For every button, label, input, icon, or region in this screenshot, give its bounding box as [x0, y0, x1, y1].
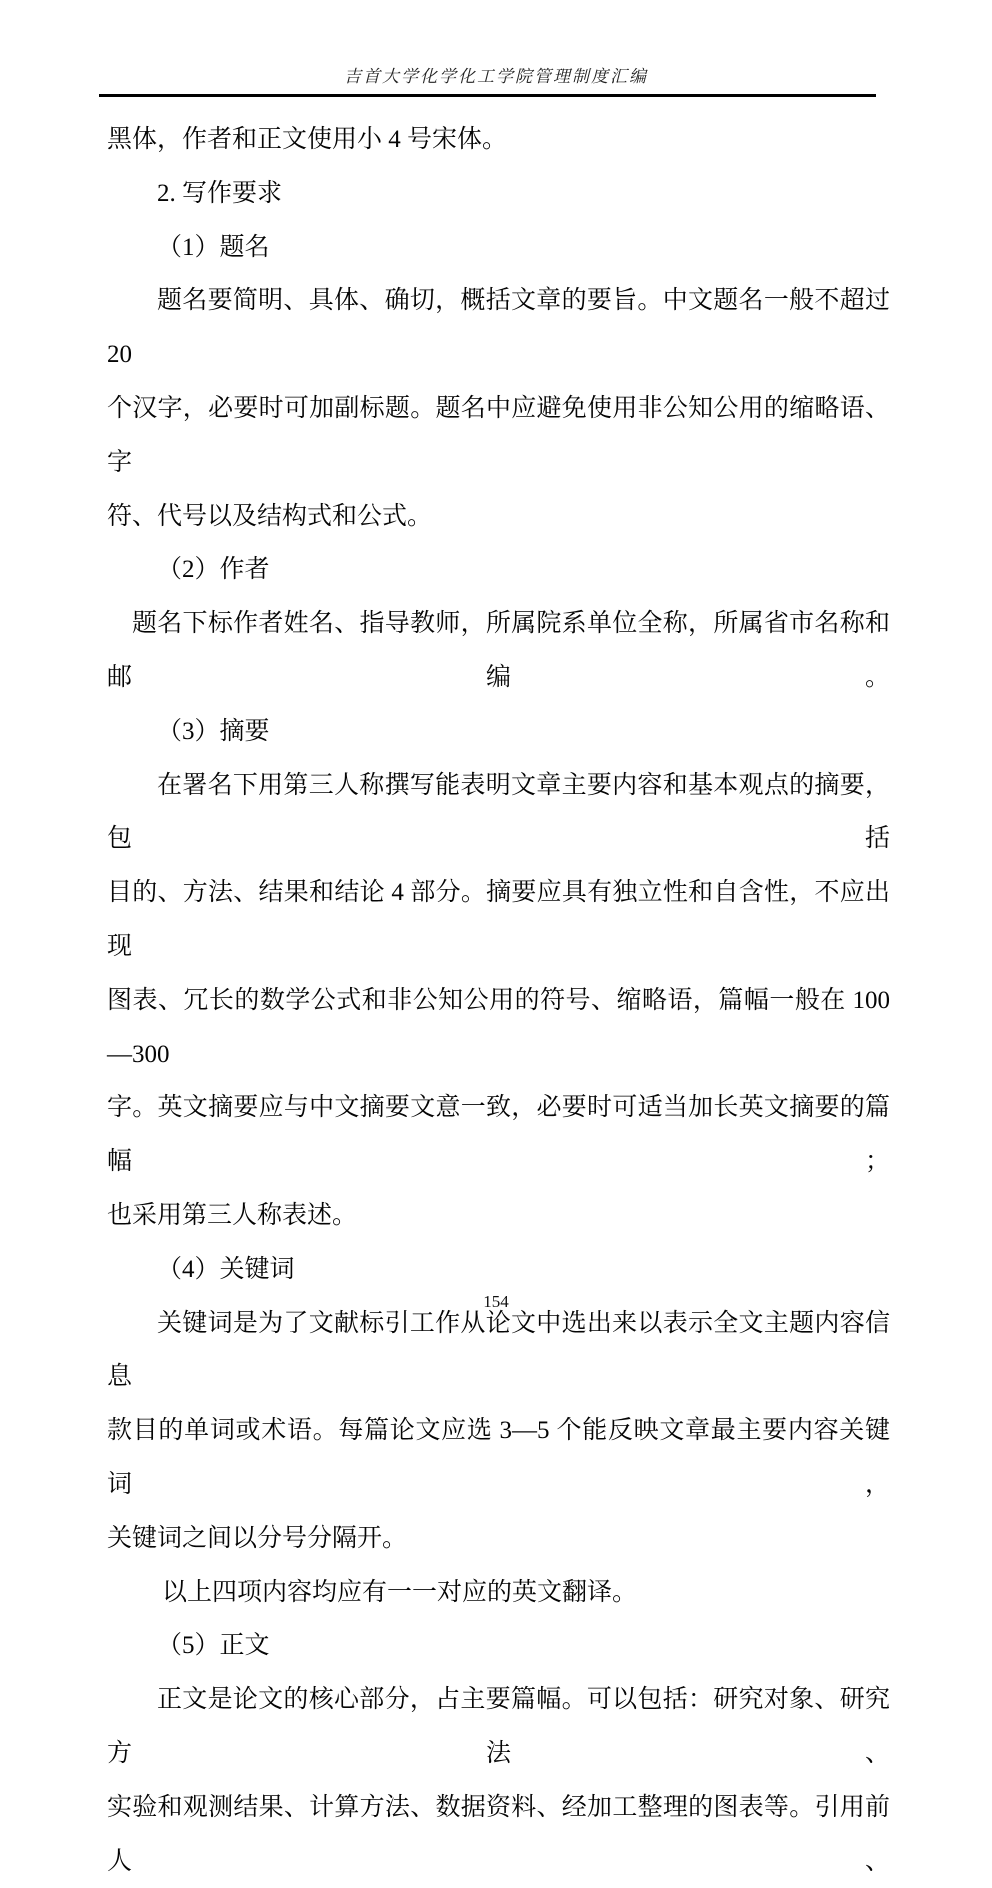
- text-line: 图表、冗长的数学公式和非公知公用的符号、缩略语，篇幅一般在 100—300: [107, 986, 890, 1068]
- text-line: （5）正文: [157, 1632, 270, 1660]
- text-line: 正文是论文的核心部分，占主要篇幅。可以包括：研究对象、研究方法、: [107, 1686, 890, 1767]
- text-line: 在署名下用第三人称撰写能表明文章主要内容和基本观点的摘要，包括: [107, 771, 890, 853]
- text-line: 目的、方法、结果和结论 4 部分。摘要应具有独立性和自含性，不应出现: [107, 879, 890, 960]
- text-line: 字。英文摘要应与中文摘要文意一致，必要时可适当加长英文摘要的篇幅；: [107, 1094, 890, 1176]
- text-line: （2）作者: [157, 556, 270, 584]
- text-line: 关键词之间以分号分隔开。: [107, 1524, 408, 1552]
- text-line: 关键词是为了文献标引工作从论文中选出来以表示全文主题内容信息: [107, 1309, 890, 1391]
- page-header-title: 吉首大学化学化工学院管理制度汇编: [344, 67, 648, 86]
- text-line: 也采用第三人称表述。: [107, 1201, 358, 1229]
- body-lines: [107, 113, 890, 1888]
- text-line: 个汉字，必要时可加副标题。题名中应避免使用非公知公用的缩略语、字: [107, 394, 890, 476]
- header-rule: [99, 94, 876, 97]
- text-line: 款目的单词或术语。每篇论文应选 3—5 个能反映文章最主要内容关键词，: [107, 1417, 890, 1498]
- text-line: （1）题名: [157, 233, 270, 261]
- text-line: 题名下标作者姓名、指导教师，所属院系单位全称，所属省市名称和邮编。: [107, 610, 890, 691]
- text-line: 2. 写作要求: [157, 179, 283, 207]
- text-line: 符、代号以及结构式和公式。: [107, 502, 433, 530]
- text-line: 黑体，作者和正文使用小 4 号宋体。: [107, 126, 508, 153]
- page-number: 154: [483, 1292, 509, 1311]
- text-line: 以上四项内容均应有一一对应的英文翻译。: [162, 1578, 638, 1606]
- text-line: 题名要简明、具体、确切，概括文章的要旨。中文题名一般不超过 20: [107, 287, 890, 369]
- text-line: （4）关键词: [157, 1255, 295, 1283]
- text-line: 实验和观测结果、计算方法、数据资料、经加工整理的图表等。引用前人、: [107, 1793, 890, 1875]
- text-line: （3）摘要: [157, 717, 270, 745]
